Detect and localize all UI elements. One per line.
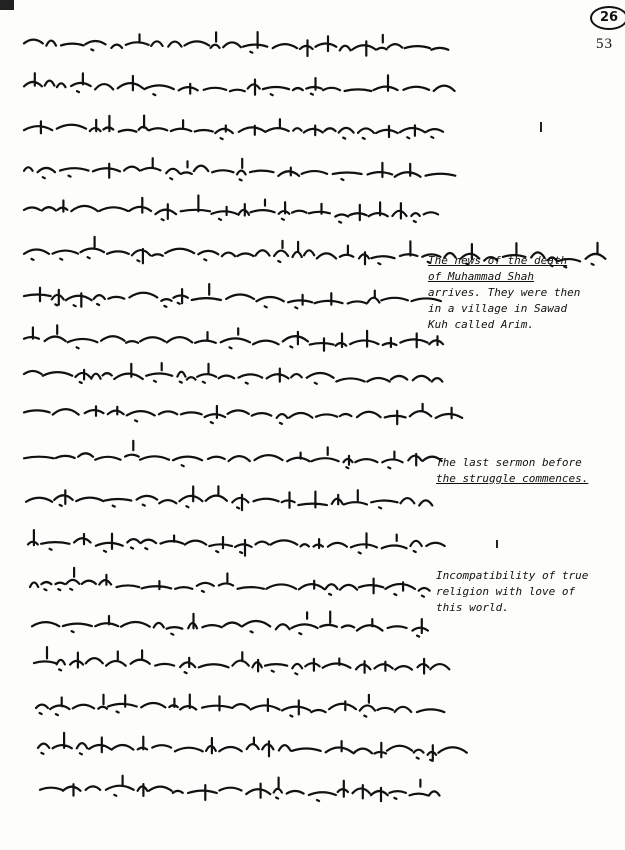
note-line: in a village in Sawad bbox=[428, 302, 568, 315]
script-line bbox=[36, 695, 444, 717]
margin-note-last-sermon bbox=[436, 455, 588, 487]
script-line bbox=[30, 568, 430, 597]
note-line: Incompatibility of true bbox=[436, 569, 589, 582]
note-line: of Muhammad Shah bbox=[428, 270, 534, 283]
script-line bbox=[28, 530, 445, 556]
script-line bbox=[24, 441, 442, 469]
script-line bbox=[32, 612, 428, 637]
margin-tick bbox=[496, 540, 498, 548]
script-line bbox=[34, 647, 449, 674]
script-line bbox=[24, 73, 455, 95]
script-line bbox=[24, 363, 442, 384]
script-line bbox=[40, 776, 440, 801]
note-line: Kuh called Arim. bbox=[428, 318, 534, 331]
note-line: arrives. They were then bbox=[428, 286, 581, 299]
note-line: this world. bbox=[436, 601, 509, 614]
script-line bbox=[24, 196, 438, 223]
script-line bbox=[38, 733, 467, 761]
script-line bbox=[24, 116, 443, 140]
script-line bbox=[24, 404, 462, 424]
margin-note-incompatibility bbox=[436, 568, 588, 616]
note-line: religion with love of bbox=[436, 585, 576, 598]
margin-note-death-news bbox=[428, 253, 580, 333]
script-line bbox=[24, 284, 441, 308]
note-line: The news of the death bbox=[428, 254, 568, 267]
page-number: 26 bbox=[590, 6, 625, 30]
note-line: the struggle commences. bbox=[436, 472, 589, 485]
note-line: The last sermon before bbox=[436, 456, 582, 469]
script-line bbox=[24, 32, 448, 56]
folio-number: 53 bbox=[596, 36, 613, 52]
script-line bbox=[24, 325, 443, 350]
margin-tick bbox=[540, 122, 542, 132]
script-line bbox=[24, 158, 455, 180]
script-line bbox=[26, 486, 432, 510]
